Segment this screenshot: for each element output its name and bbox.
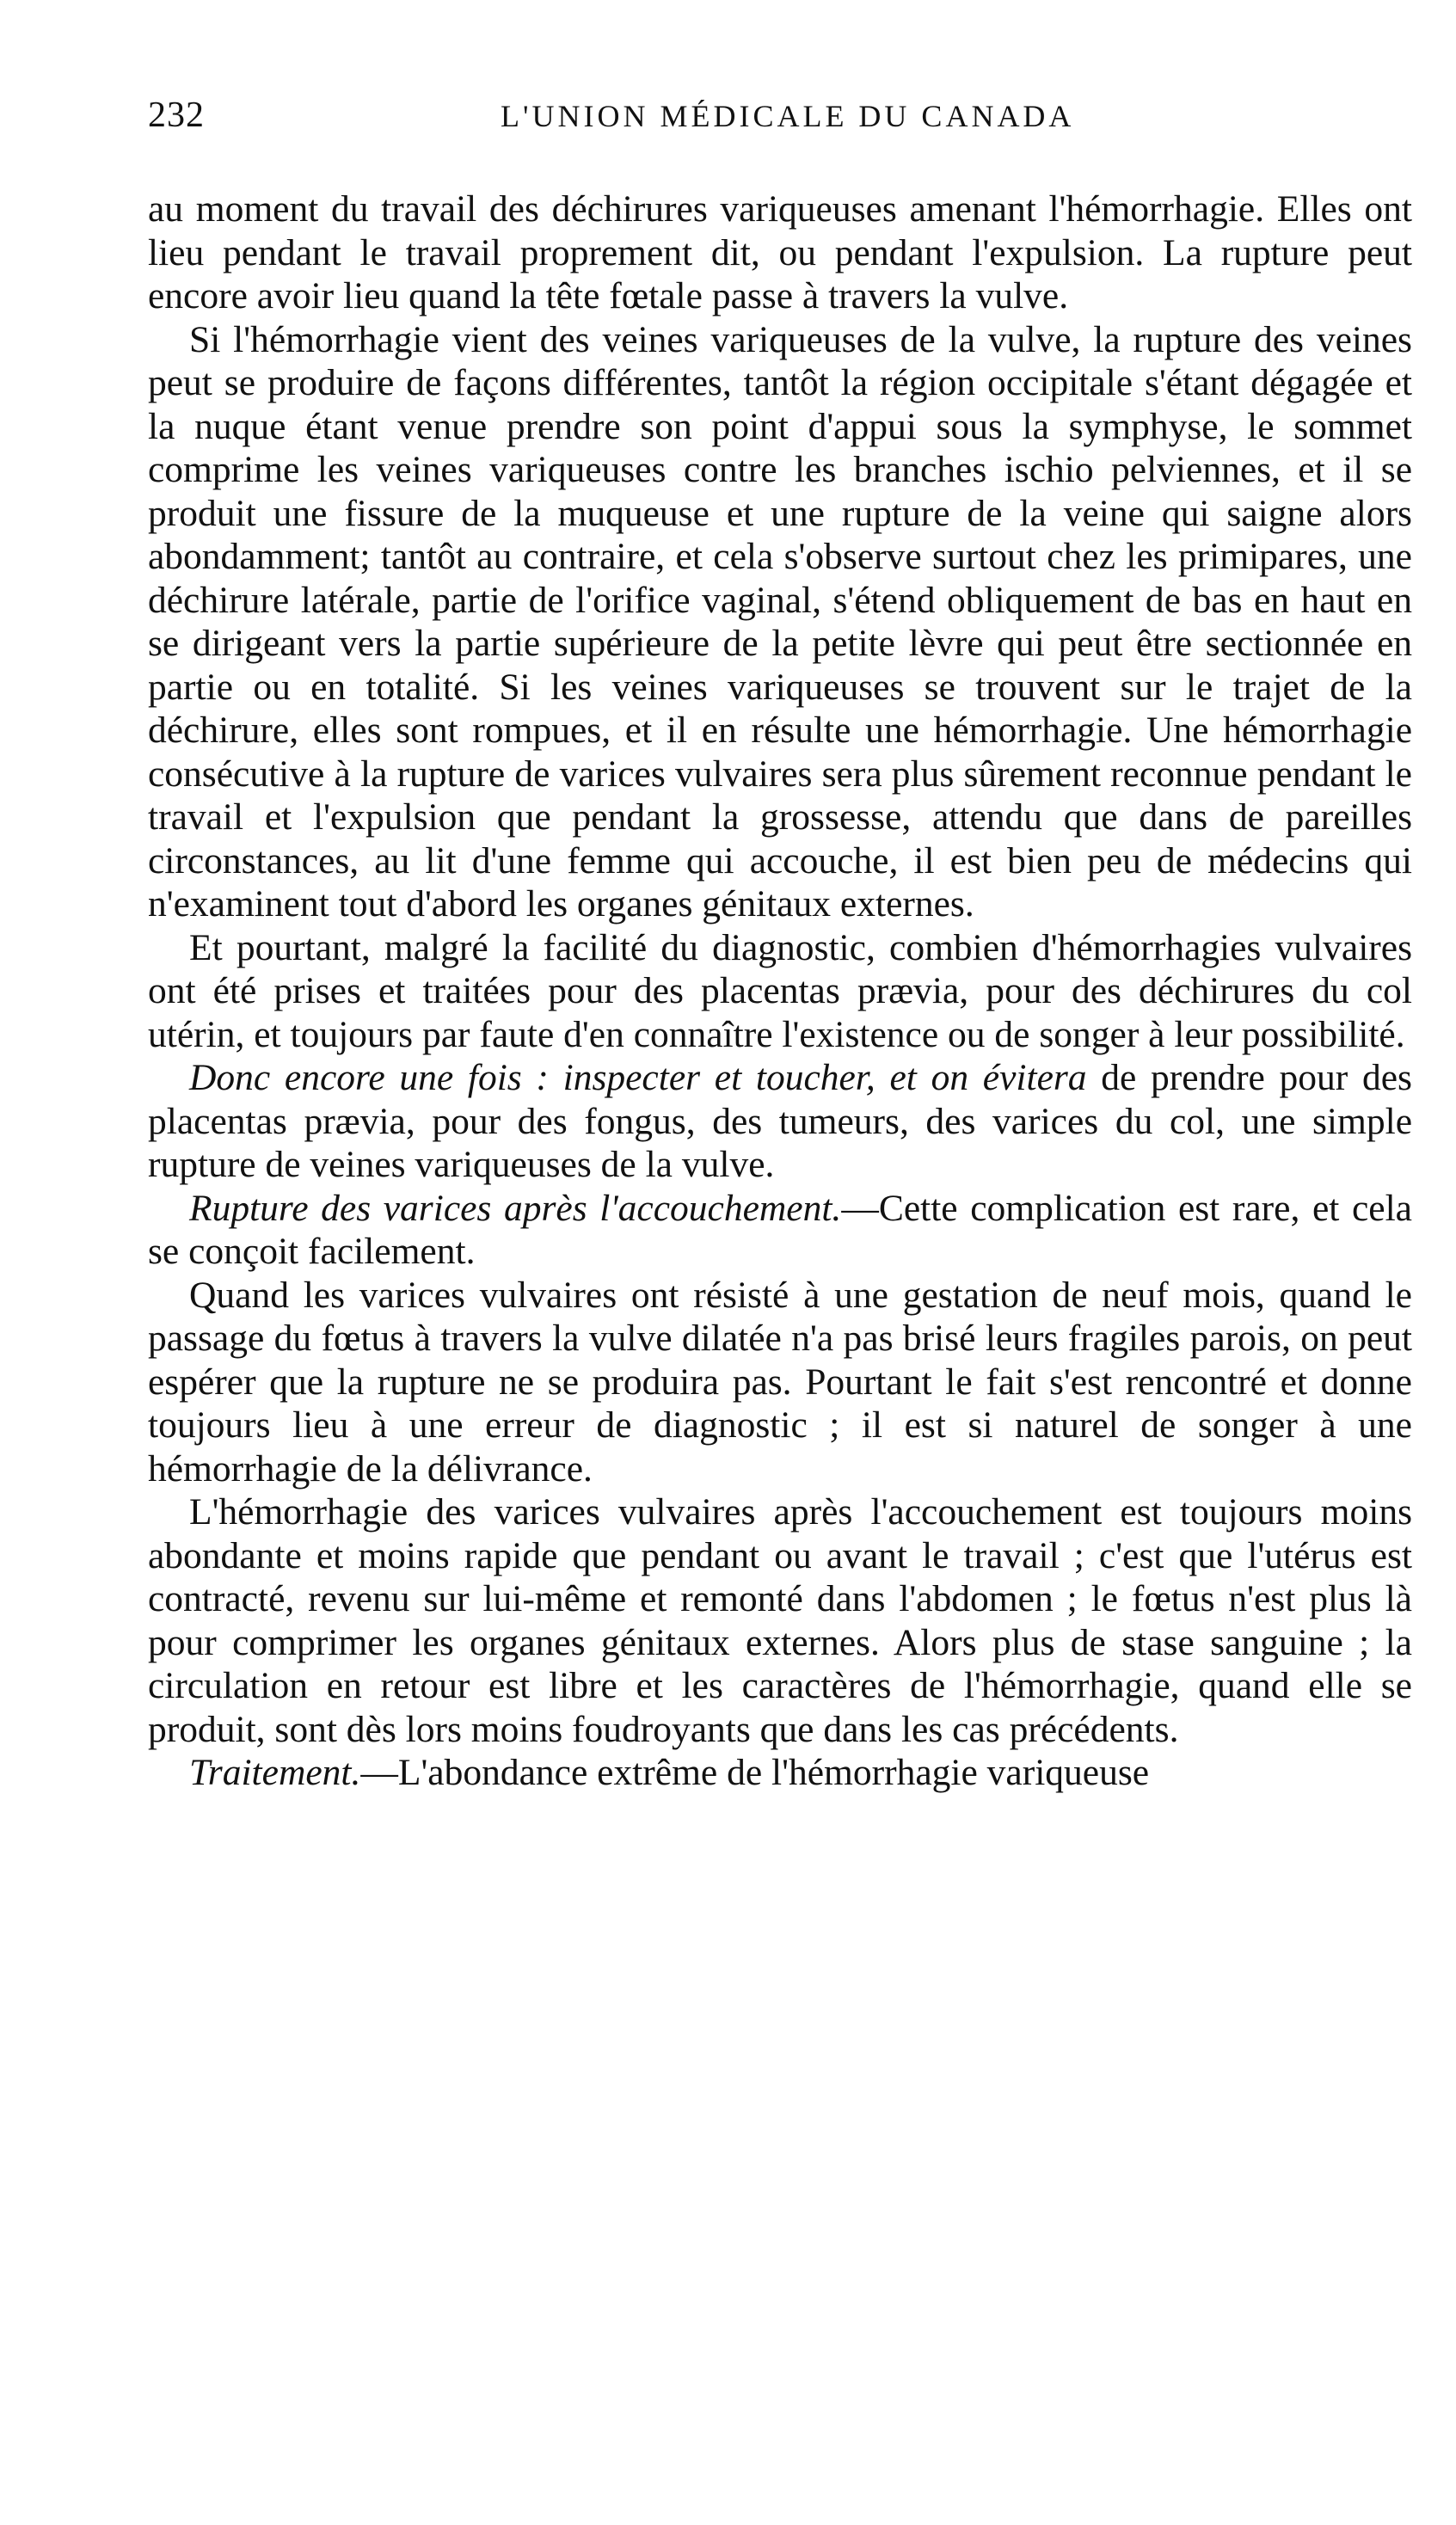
paragraph-text: L'hémorrhagie des varices vulvaires après l'accouchement est toujours moins abondante et moins rapide que pendant ou avant le travail ; c'est que l'utérus est contracté, revenu sur lui-même et remonté dans l'abdomen ; le fœtus n'est plus là pour comprimer les organes génitaux externes. Alors plus de stase sanguine ; la circulation en retour est libre et les caractères de l'hémorrhagie, quand elle se produit, sont dès lors moins foudroyants que dans les cas précédents. (148, 1491, 1412, 1750)
paragraph-gestation (148, 1274, 1412, 1491)
paragraph-text: Si l'hémorrhagie vient des veines variqueuses de la vulve, la rupture des veines peut se produire de façons différentes, tantôt la région occipitale s'étant dégagée et la nuque étant venue prendre son point d'appui sous la symphyse, le sommet comprime les veines variqueuses contre les branches ischio pelviennes, et il se produit une fissure de la muqueuse et une rupture de la veine qui saigne alors abondamment; tantôt au contraire, et cela s'observe surtout chez les primipares, une déchirure latérale, partie de l'orifice vaginal, s'étend obliquement de bas en haut en se dirigeant vers la partie supérieure de la petite lèvre qui peut être sectionnée en partie ou en totalité. Si les veines variqueuses se trouvent sur le trajet de la déchirure, elles sont rompues, et il en résulte une hémorrhagie. Une hémorrhagie consécutive à la rupture de varices vulvaires sera plus sûrement reconnue pendant le travail et l'expulsion que pendant la grossesse, attendu que dans de pareilles circonstances, au lit d'une femme qui accouche, il est bien peu de médecins qui n'examinent tout d'abord les organes génitaux externes. (148, 318, 1412, 925)
paragraph-inspect-touch (148, 1056, 1412, 1187)
running-head (148, 83, 1404, 143)
article-body (148, 187, 1412, 1795)
paragraph-text: de prendre pour des placentas prævia, pour des fongus, des tumeurs, des varices du col, une simple rupture de veines variqueuses de la vulve. (148, 1057, 1412, 1185)
paragraph-text: au moment du travail des déchirures variqueuses amenant l'hémorrhagie. Elles ont lieu pendant le travail proprement dit, ou pendant l'expulsion. La rupture peut encore avoir lieu quand la tête fœtale passe à travers la vulve. (148, 188, 1412, 316)
journal-title: L'UNION MÉDICALE DU CANADA (501, 99, 1075, 133)
paragraph-rupture-after-delivery (148, 1187, 1412, 1274)
paragraph-italic-lead: Donc encore une fois : inspecter et toucher, et on évitera (189, 1057, 1087, 1098)
paragraph-text: Et pourtant, malgré la facilité du diagnostic, combien d'hémorrhagies vulvaires ont été prises et traitées pour des placentas prævia, pour des déchirures du col utérin, et toujours par faute d'en connaître l'existence ou de songer à leur possibilité. (148, 926, 1412, 1055)
section-heading-treatment: Traitement. (189, 1752, 361, 1793)
paragraph-text: Quand les varices vulvaires ont résisté à une gestation de neuf mois, quand le passage du fœtus à travers la vulve dilatée n'a pas brisé leurs fragiles parois, on peut espérer que la rupture ne se produira pas. Pourtant le fait s'est rencontré et donne toujours lieu à une erreur de diagnostic ; il est si naturel de songer à une hémorrhagie de la délivrance. (148, 1274, 1412, 1490)
paragraph-treatment (148, 1751, 1412, 1795)
paragraph-diagnosis (148, 926, 1412, 1057)
paragraph-vulvar-rupture (148, 318, 1412, 926)
paragraph-text: —L'abondance extrême de l'hémorrhagie variqueuse (360, 1752, 1150, 1793)
page-number: 232 (148, 95, 205, 135)
paragraph-text: —Cette complication est rare, et cela se conçoit facilement. (148, 1187, 1412, 1272)
paragraph-continuation (148, 187, 1412, 318)
section-heading-rupture: Rupture des varices après l'accouchement. (189, 1187, 842, 1229)
paragraph-postpartum-hemorrhage (148, 1490, 1412, 1751)
